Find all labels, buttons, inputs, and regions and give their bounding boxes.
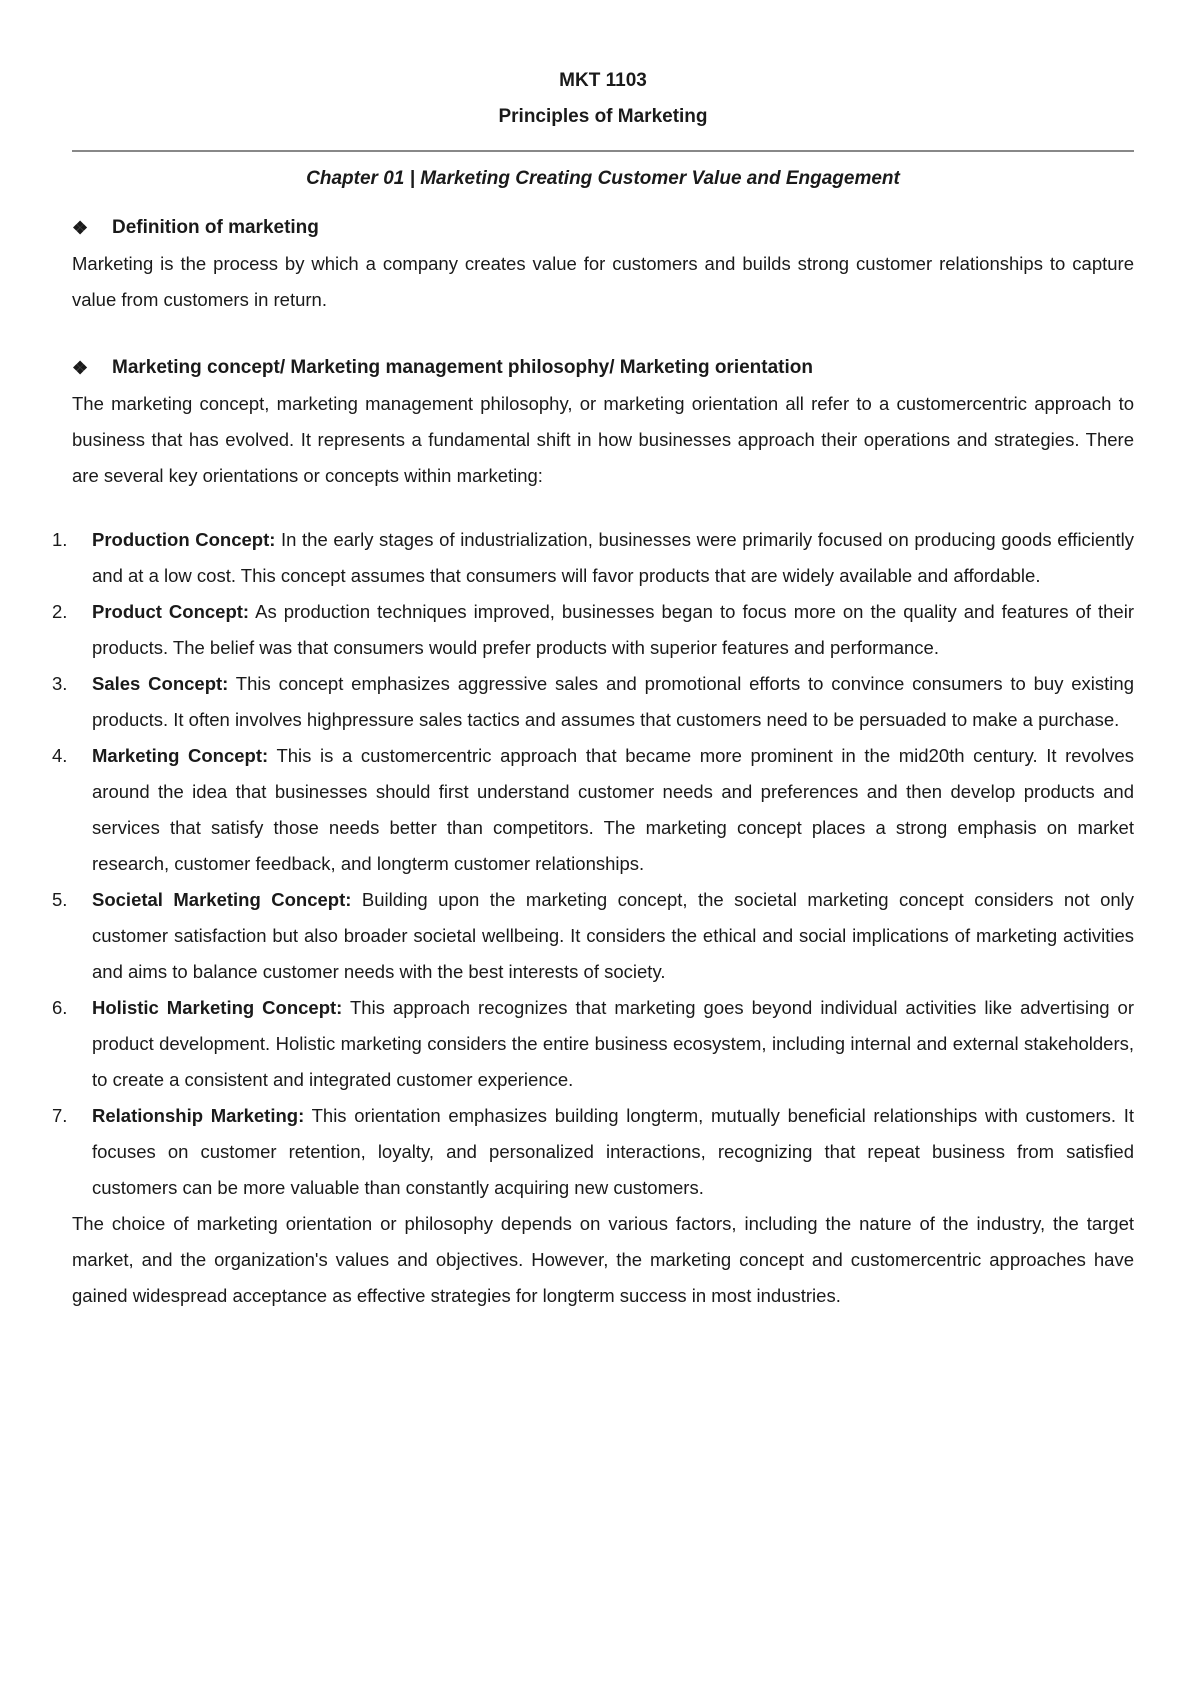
diamond-bullet-icon: ❖: [72, 358, 89, 378]
marketing-concept-paragraph: The marketing concept, marketing management philosophy, or marketing orientation all refer to a customercentric approach to business that has evolved. It represents a fundamental shift in how businesses approach their operations and strategies. There are several key orientations or concepts within marketing:: [72, 393, 1134, 486]
list-number: 1.: [52, 529, 68, 550]
header-divider: [72, 150, 1134, 152]
list-item: [52, 990, 1134, 1098]
section-heading-label: Definition of marketing: [112, 217, 319, 238]
list-item: [52, 666, 1134, 738]
course-code: MKT 1103: [559, 70, 647, 91]
concept-text: Building upon the marketing concept, the societal marketing concept considers not only customer satisfaction but also broader societal wellbeing. It considers the ethical and social implications of marketing activities and aims to balance customer needs with the best interests of society.: [92, 889, 1135, 982]
concept-term: Societal Marketing Concept:: [92, 889, 352, 910]
conclusion-paragraph: The choice of marketing orientation or philosophy depends on various factors, including the nature of the industry, the target market, and the organization's values and objectives. However, the marketing concept and customercentric approaches have gained widespread acceptance as effective strategies for longterm success in most industries.: [72, 1213, 1134, 1306]
section-heading-label: Marketing concept/ Marketing management philosophy/ Marketing orientation: [112, 357, 813, 378]
list-number: 6.: [52, 997, 68, 1018]
concept-text: In the early stages of industrialization, businesses were primarily focused on producing goods efficiently and at a low cost. This concept assumes that consumers will favor products that are widely available and affordable.: [92, 529, 1134, 586]
concept-term: Relationship Marketing:: [92, 1105, 305, 1126]
list-item: [52, 882, 1135, 990]
list-item: [52, 594, 1134, 666]
concepts-list: [52, 522, 1135, 1206]
document-page: [52, 66, 1135, 1314]
concept-term: Marketing Concept:: [92, 745, 269, 766]
concept-term: Production Concept:: [92, 529, 276, 550]
list-item: [52, 522, 1134, 594]
course-name: Principles of Marketing: [498, 106, 708, 127]
list-item: [52, 1098, 1134, 1206]
list-number: 4.: [52, 745, 68, 766]
concept-text: This approach recognizes that marketing goes beyond individual activities like advertising or product development. Holistic marketing considers the entire business ecosystem, including internal and external stakeholders, to create a consistent and integrated customer experience.: [92, 997, 1134, 1090]
list-number: 3.: [52, 673, 68, 694]
section-heading-marketing-concept: [72, 350, 1134, 386]
definition-paragraph: Marketing is the process by which a company creates value for customers and builds strong customer relationships to capture value from customers in return.: [72, 253, 1134, 310]
concept-text: This is a customercentric approach that became more prominent in the mid20th century. It revolves around the idea that businesses should first understand customer needs and preferences and then develop products and services that satisfy those needs better than competitors. The marketing concept places a strong emphasis on market research, customer feedback, and longterm customer relationships.: [92, 745, 1134, 874]
list-item: [52, 738, 1134, 882]
concept-text: This orientation emphasizes building longterm, mutually beneficial relationships with customers. It focuses on customer retention, loyalty, and personalized interactions, recognizing that repeat business from satisfied customers can be more valuable than constantly acquiring new customers.: [92, 1105, 1134, 1198]
concept-text: This concept emphasizes aggressive sales and promotional efforts to convince consumers to buy existing products. It often involves highpressure sales tactics and assumes that customers need to be persuaded to make a purchase.: [92, 673, 1134, 730]
concept-term: Holistic Marketing Concept:: [92, 997, 343, 1018]
list-number: 7.: [52, 1105, 68, 1126]
list-number: 5.: [52, 889, 68, 910]
list-number: 2.: [52, 601, 68, 622]
section-heading-definition: [72, 210, 1134, 246]
concept-text: As production techniques improved, businesses began to focus more on the quality and features of their products. The belief was that consumers would prefer products with superior features and performance.: [92, 601, 1134, 658]
chapter-title: Chapter 01 | Marketing Creating Customer Value and Engagement: [306, 168, 900, 189]
concept-term: Sales Concept:: [92, 673, 229, 694]
diamond-bullet-icon: ❖: [72, 218, 89, 238]
concept-term: Product Concept:: [92, 601, 250, 622]
